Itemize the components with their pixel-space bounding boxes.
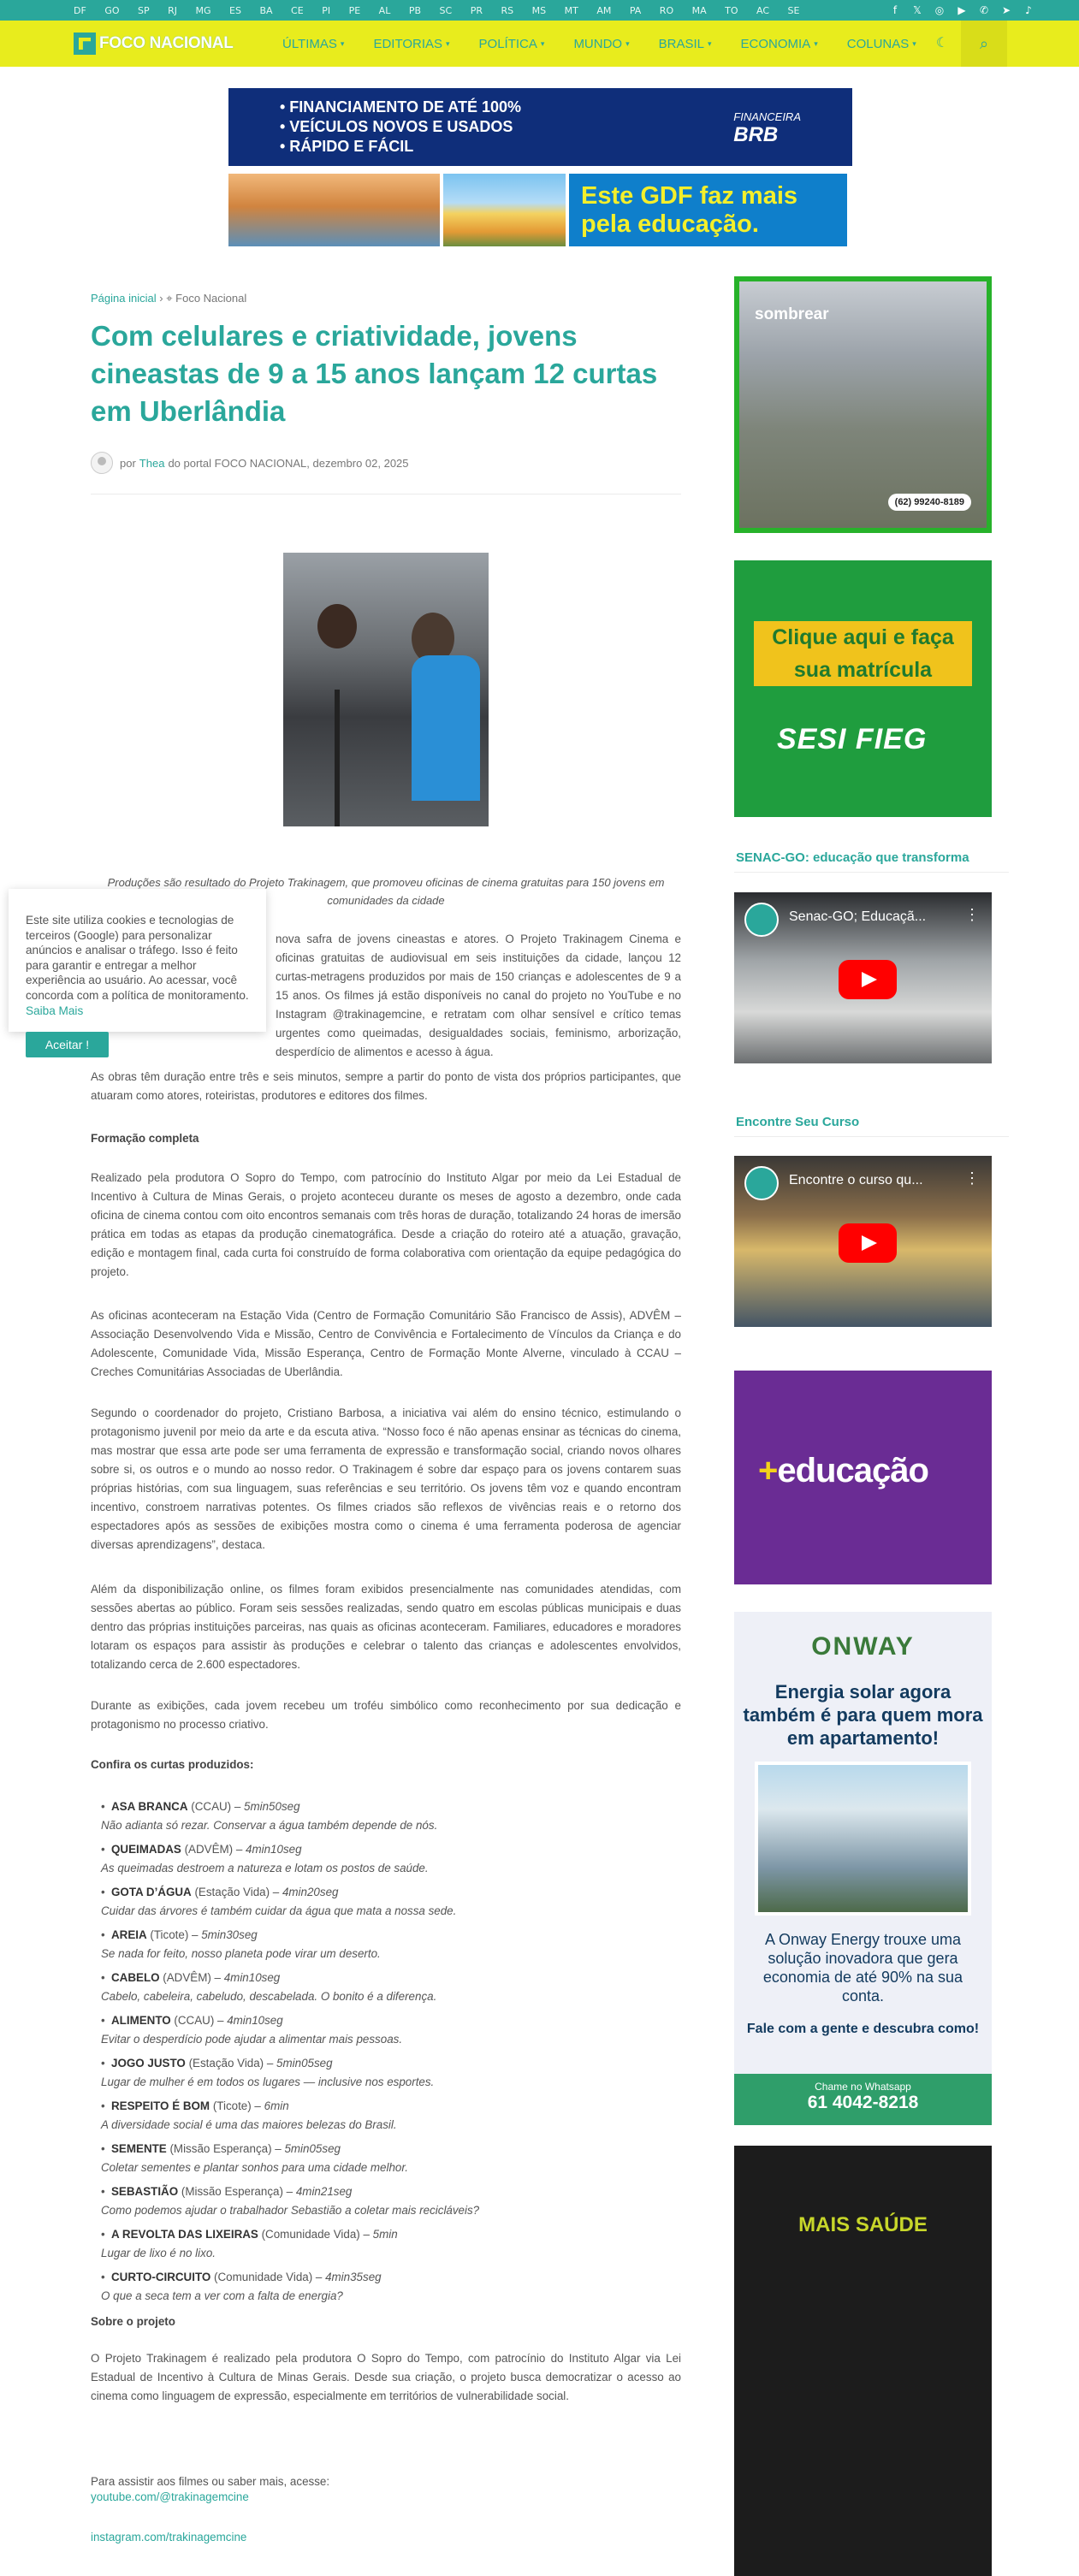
film-list-item [101, 1926, 683, 1963]
ad-onway-energy[interactable] [734, 1612, 992, 2125]
onway-building-image [755, 1762, 971, 1916]
film-institution: (Ticote) – [212, 2099, 261, 2112]
menu-item[interactable] [659, 37, 712, 51]
article-photo [283, 553, 489, 826]
state-link[interactable]: SP [138, 4, 150, 16]
film-duration: 5min30seg [201, 1928, 258, 1941]
onway-headline: Energia solar agora também é para quem mora em apartamento! [743, 1681, 983, 1749]
bullet-icon: • [101, 2014, 105, 2027]
films-list [101, 1797, 683, 2311]
film-name: GOTA D’ÁGUA [111, 1886, 192, 1898]
film-institution: (Comunidade Vida) – [214, 2271, 323, 2283]
youtube-icon[interactable]: ▶ [957, 4, 966, 16]
film-institution: (Missão Esperança) – [169, 2142, 282, 2155]
film-description: Lugar de lixo é no lixo. [101, 2247, 216, 2259]
film-description: Coletar sementes e plantar sonhos para uma cidade melhor. [101, 2161, 409, 2174]
whatsapp-icon[interactable]: ✆ [979, 4, 989, 16]
film-duration: 4min21seg [295, 2185, 353, 2198]
cookie-accept-button[interactable]: Aceitar ! [26, 1032, 109, 1057]
state-link[interactable]: PR [470, 4, 483, 16]
film-duration: 4min10seg [223, 1971, 281, 1984]
banner-photo-students [228, 174, 440, 246]
sombrear-brand: sombrear [755, 305, 829, 323]
film-name: QUEIMADAS [111, 1843, 181, 1856]
menu-item[interactable] [741, 37, 818, 51]
film-name: ALIMENTO [111, 2014, 171, 2027]
state-link[interactable]: SE [787, 4, 800, 16]
tiktok-icon[interactable]: ♪ [1025, 4, 1032, 16]
chevron-down-icon: ▾ [912, 38, 916, 48]
state-link[interactable]: SC [439, 4, 453, 16]
menu-item-label: MUNDO [573, 36, 623, 51]
menu-item[interactable] [479, 37, 545, 51]
film-institution: (Estação Vida) – [194, 1886, 280, 1898]
film-list-item [101, 2054, 683, 2092]
chevron-down-icon: ▾ [540, 38, 545, 48]
onway-whatsapp-bar [734, 2074, 992, 2125]
article-paragraph: nova safra de jovens cineastas e atores. O Projeto Trakinagem Cinema e oficinas gratuitas de audiovisual em seis instituições da cidade, lançou 12 curtas-metragens produzidos por mais de 150 crianças e adolescentes de 9 a 15 anos. Os filmes já estão disponíveis no canal do projeto no YouTube e no Instagram @trakinagemcine, e retratam com olhar sensível e crítico temas urgentes como queimadas, desigualdades sociais, feminismo, arborização, desperdício de alimentos e acesso à água. [276, 933, 681, 1058]
menu-item[interactable] [573, 37, 629, 51]
twitter-icon[interactable]: 𝕏 [913, 4, 922, 16]
chevron-down-icon: ▾ [814, 38, 818, 48]
bullet-icon: • [101, 1800, 105, 1813]
film-description: Cuidar das árvores é também cuidar da água que mata a nossa sede. [101, 1904, 457, 1917]
article-paragraph: O Projeto Trakinagem é realizado pela produtora O Sopro do Tempo, com patrocínio do Instituto Algar via Lei Estadual de Incentivo à Cultura de Minas Gerais. Desde sua criação, o projeto busca democratizar o acesso ao cinema como linguagem de expressão, especialmente em territórios de vulnerabilidade social. [91, 2352, 681, 2402]
state-link[interactable]: PA [629, 4, 642, 16]
film-duration: 5min [372, 2228, 398, 2241]
film-name: A REVOLTA DAS LIXEIRAS [111, 2228, 258, 2241]
film-name: ASA BRANCA [111, 1800, 188, 1813]
bullet-icon: • [101, 2271, 105, 2283]
onway-phone: 61 4042-8218 [807, 2093, 919, 2112]
film-description: As queimadas destroem a natureza e lotam os postos de saúde. [101, 1862, 429, 1874]
bullet-icon: • [101, 2185, 105, 2198]
search-button[interactable] [961, 21, 1007, 67]
film-name: CURTO-CIRCUITO [111, 2271, 211, 2283]
section-heading: Formação completa [91, 1132, 199, 1145]
film-name: SEMENTE [111, 2142, 167, 2155]
film-list-item [101, 2011, 683, 2049]
film-description: Evitar o desperdício pode ajudar a alimentar mais pessoas. [101, 2033, 403, 2046]
photo-tripod [335, 690, 340, 826]
film-description: Como podemos ajudar o trabalhador Sebastião a coletar mais recicláveis? [101, 2204, 480, 2217]
film-institution: (Missão Esperança) – [181, 2185, 293, 2198]
section-heading: Sobre o projeto [91, 2315, 175, 2328]
facebook-icon[interactable]: f [892, 4, 898, 16]
breadcrumb [91, 292, 246, 305]
main-nav [0, 21, 1079, 67]
bullet-icon: • [101, 1971, 105, 1984]
state-link[interactable]: PB [408, 4, 422, 16]
sidebar-widget-title: SENAC-GO: educação que transforma [736, 850, 969, 865]
state-link[interactable]: MG [195, 4, 211, 16]
article-paragraph: Além da disponibilização online, os filmes foram exibidos presencialmente nas comunidades atendidas, com sessões abertas ao público. Foram seis sessões realizadas, sendo quatro em escolas públicas municipais e duas dentro das próprias instituições parceiras, nas quais as oficinas aconteceram. Familiares, educadores e moradores lotaram os espaços para assistir às produções e celebrar o talento das crianças e adolescentes envolvidos, totalizando cerca de 2.600 espectadores. [91, 1583, 681, 1671]
bullet-icon: • [101, 2142, 105, 2155]
social-links [890, 0, 1034, 21]
film-list-item [101, 2097, 683, 2135]
menu-item-label: ÚLTIMAS [282, 36, 337, 51]
film-name: JOGO JUSTO [111, 2057, 186, 2070]
state-link[interactable]: PI [322, 4, 331, 16]
film-description: Cabelo, cabeleira, cabeludo, descabelada. O bonito é a diferença. [101, 1990, 437, 2003]
state-link[interactable]: AL [378, 4, 391, 16]
brb-banner-lines [280, 98, 521, 157]
sesi-brands: SESI FIEG [777, 723, 928, 755]
state-link[interactable]: GO [104, 4, 120, 16]
menu-item[interactable] [282, 37, 344, 51]
state-link[interactable]: RS [501, 4, 514, 16]
photo-caption: Produções são resultado do Projeto Trakinagem, que promoveu oficinas de cinema gratuitas para 150 jovens em comunidades da cidade [107, 876, 665, 907]
section-heading: Confira os curtas produzidos: [91, 1758, 254, 1771]
ad-sombrear-image [739, 281, 987, 528]
state-link[interactable]: DF [74, 4, 86, 16]
film-list-item [101, 1840, 683, 1878]
instagram-icon[interactable]: ◎ [934, 4, 945, 16]
sesi-cta: Clique aqui e faça sua matrícula [754, 621, 972, 686]
state-link[interactable]: BA [259, 4, 273, 16]
state-link[interactable]: AM [596, 4, 612, 16]
site-logo[interactable] [74, 33, 234, 55]
edu-plus: + [758, 1452, 778, 1489]
film-list-item [101, 2268, 683, 2306]
article-paragraph: Durante as exibições, cada jovem recebeu um troféu simbólico como reconhecimento por sua dedicação e protagonismo no processo criativo. [91, 1699, 681, 1731]
film-institution: (Comunidade Vida) – [261, 2228, 370, 2241]
bullet-icon: • [101, 1843, 105, 1856]
film-duration: 4min35seg [325, 2271, 382, 2283]
dark-mode-toggle-icon[interactable]: ☾ [935, 36, 949, 50]
film-duration: 6min [264, 2099, 289, 2112]
saude-text: MAIS SAÚDE [798, 2213, 928, 2236]
state-link[interactable]: RJ [168, 4, 178, 16]
state-links [74, 0, 818, 21]
edu-word: educação [777, 1452, 928, 1489]
film-duration: 4min10seg [227, 2014, 283, 2027]
edu-text [758, 1452, 928, 1490]
logo-text: FOCO NACIONAL [99, 34, 234, 52]
onway-cta: Fale com a gente e descubra como! [746, 2022, 980, 2036]
brb-brand-small: FINANCEIRA [733, 110, 801, 123]
state-link[interactable]: MA [691, 4, 707, 16]
chevron-down-icon: ▾ [625, 38, 630, 48]
brb-brand-name: BRB [733, 123, 779, 146]
film-duration: 5min50seg [244, 1800, 300, 1813]
more-options-icon[interactable]: ⋮ [964, 1170, 980, 1187]
article-paragraph: Segundo o coordenador do projeto, Cristiano Barbosa, a iniciativa vai além do ensino técnico, estimulando o protagonismo juvenil por meio da arte e da escuta ativa. “Nosso foco é não apenas ensinar as técnicas do cinema, mas mostrar que essa arte pode ser uma ferramenta de expressão e transformação social, criando novos olhares sobre si, os outros e o mundo ao nosso redor. O Trakinagem é sobre dar espaço para os jovens contarem suas próprias histórias, com sua linguagem, suas referências e seu território. Os jovens têm voz e quando encontram incentivo, constroem narrativas potentes. Os filmes criados são reflexos de vivências reais e o retorno dos espectadores após as sessões de exibições mostra como o cinema é uma ferramenta poderosa de agenciar diversas aprendizagens”, destaca. [91, 1406, 681, 1551]
video-title: Encontre o curso qu... [789, 1173, 923, 1187]
film-name: SEBASTIÃO [111, 2185, 179, 2198]
brb-line: • RÁPIDO E FÁCIL [280, 138, 414, 155]
brb-line: • FINANCIAMENTO DE ATÉ 100% [280, 98, 522, 115]
banner-photo-school [443, 174, 566, 246]
cookie-notice [9, 889, 266, 1032]
author-avatar [91, 452, 113, 474]
film-list-item [101, 1969, 683, 2006]
state-link[interactable]: RO [659, 4, 674, 16]
film-description: Se nada for feito, nosso planeta pode virar um deserto. [101, 1947, 381, 1960]
sidebar-widget-title: Encontre Seu Curso [736, 1115, 860, 1129]
film-list-item [101, 2225, 683, 2263]
ad-mais-educacao[interactable] [734, 1371, 992, 1584]
youtube-link[interactable]: youtube.com/@trakinagemcine [91, 2490, 249, 2503]
video-title: Senac-GO; Educaçã... [789, 909, 927, 924]
film-list-item [101, 2140, 683, 2177]
chevron-down-icon: ▾ [708, 38, 712, 48]
onway-brand: ONWAY [811, 1632, 915, 1661]
onway-text: A Onway Energy trouxe uma solução inovadora que gera economia de até 90% na sua conta. [762, 1931, 963, 2005]
film-institution: (CCAU) – [174, 2014, 224, 2027]
play-button-icon[interactable] [839, 960, 897, 999]
film-description: A diversidade social é uma das maiores belezas do Brasil. [101, 2118, 397, 2131]
brb-financing-banner[interactable] [228, 88, 852, 166]
film-duration: 5min05seg [276, 2057, 333, 2070]
channel-logo-icon [744, 1166, 779, 1200]
article-byline [91, 452, 409, 474]
byline-suffix: do portal FOCO NACIONAL, dezembro 02, 2025 [168, 456, 409, 470]
film-institution: (CCAU) – [191, 1800, 241, 1813]
state-link[interactable]: TO [725, 4, 738, 16]
film-institution: (ADVÊM) – [163, 1971, 221, 1984]
bullet-icon: • [101, 1886, 105, 1898]
main-menu [282, 21, 946, 67]
cookie-more-link[interactable]: Saiba Mais [26, 1004, 84, 1017]
film-institution: (Estação Vida) – [188, 2057, 274, 2070]
breadcrumb-separator: › [159, 292, 163, 305]
logo-mark-icon [74, 33, 96, 55]
ad-mais-saude[interactable] [734, 2146, 992, 2576]
video-embed-senac[interactable] [734, 892, 992, 1063]
state-link[interactable]: CE [291, 4, 304, 16]
play-button-icon[interactable] [839, 1223, 897, 1263]
chevron-down-icon: ▾ [446, 38, 450, 48]
telegram-icon[interactable]: ➤ [1001, 4, 1011, 16]
video-embed-curso[interactable] [734, 1156, 992, 1327]
ad-sombrear[interactable] [734, 276, 992, 533]
menu-item-label: POLÍTICA [478, 36, 537, 51]
article-title: Com celulares e criatividade, jovens cineastas de 9 a 15 anos lançam 12 curtas em Uberlândia [91, 320, 658, 427]
divider [734, 1136, 1009, 1137]
brb-line: • VEÍCULOS NOVOS E USADOS [280, 118, 513, 135]
film-description: Lugar de mulher é em todos os lugares — inclusive nos esportes. [101, 2076, 435, 2088]
gdf-banner-text: Este GDF faz mais pela educação. [569, 174, 847, 246]
film-name: CABELO [111, 1971, 160, 1984]
sombrear-phone: (62) 99240-8189 [888, 494, 971, 511]
breadcrumb-tag-icon: ⌖ [166, 292, 173, 305]
film-description: O que a seca tem a ver com a falta de energia? [101, 2289, 343, 2302]
photo-person [317, 604, 357, 648]
menu-item[interactable] [847, 37, 916, 51]
article-paragraph: Para assistir aos filmes ou saber mais, acesse: [91, 2475, 330, 2488]
film-list-item [101, 1797, 683, 1835]
film-institution: (ADVÊM) – [184, 1843, 243, 1856]
brb-brand [733, 110, 801, 147]
film-description: Não adianta só rezar. Conservar a água também depende de nós. [101, 1819, 438, 1832]
bullet-icon: • [101, 1928, 105, 1941]
search-icon: ⌕ [979, 34, 989, 52]
more-options-icon[interactable]: ⋮ [964, 906, 980, 923]
film-name: AREIA [111, 1928, 147, 1941]
bullet-icon: • [101, 2228, 105, 2241]
state-link[interactable]: MT [564, 4, 578, 16]
state-link[interactable]: ES [229, 4, 241, 16]
menu-item-label: BRASIL [658, 36, 704, 51]
breadcrumb-current: Foco Nacional [175, 292, 247, 305]
chevron-down-icon: ▾ [340, 38, 345, 48]
menu-item-label: EDITORIAS [373, 36, 443, 51]
cookie-text: Este site utiliza cookies e tecnologias de terceiros (Google) para personalizar anúncios e analisar o tráfego. Isso é feito para garantir e entregar a melhor experiência ao usuário. Ao acessar, você concorda com a política de monitoramento. [26, 914, 249, 1002]
film-list-item [101, 2182, 683, 2220]
breadcrumb-home-link[interactable]: Página inicial [91, 292, 157, 305]
onway-foot-label: Chame no Whatsapp [815, 2081, 911, 2093]
instagram-link[interactable]: instagram.com/trakinagemcine [91, 2531, 247, 2543]
film-duration: 5min05seg [284, 2142, 341, 2155]
article-paragraph: Realizado pela produtora O Sopro do Tempo, com patrocínio do Instituto Algar por meio da Lei Estadual de Incentivo à Cultura de Minas Gerais, o projeto aconteceu durante os meses de agosto a dezembro, onde cada oficina de cinema contou com oito encontros semanais com três horas de duração, totalizando 24 horas de imersão prática em todas as etapas da produção cinematográfica. Desde a criação do roteiro até a atuação, gravação, edição e montagem final, cada curta foi construído de forma colaborativa com orientação da equipe pedagógica do projeto. [91, 1171, 681, 1278]
byline-prefix: por [120, 456, 136, 470]
menu-item-label: COLUNAS [846, 36, 910, 51]
author-link[interactable]: Thea [139, 456, 165, 470]
film-duration: 4min10seg [246, 1843, 302, 1856]
bullet-icon: • [101, 2057, 105, 2070]
article-paragraph: As oficinas aconteceram na Estação Vida (Centro de Formação Comunitário São Francisco de Assis), ADVÊM – Associação Desenvolvendo Vida e Missão, Centro de Convivência e Fortalecimento de Vínculos da Criança e do Adolescente, Comunidade Vida, Missão Esperança, Centro de Formação Monte Alverne, vinculado à CCAU – Creches Comunitárias Associadas de Uberlândia. [91, 1309, 681, 1378]
bullet-icon: • [101, 2099, 105, 2112]
gdf-education-banner[interactable] [228, 174, 847, 246]
state-link[interactable]: MS [531, 4, 547, 16]
menu-item[interactable] [373, 37, 449, 51]
film-institution: (Ticote) – [150, 1928, 199, 1941]
film-list-item [101, 1883, 683, 1921]
photo-person [412, 655, 480, 801]
ad-sesi-fieg[interactable] [734, 560, 992, 817]
divider [734, 872, 1009, 873]
article-paragraph: As obras têm duração entre três e seis minutos, sempre a partir do ponto de vista dos próprios participantes, que atuaram como atores, roteiristas, produtores e editores dos filmes. [91, 1070, 681, 1102]
state-link[interactable]: PE [348, 4, 361, 16]
film-name: RESPEITO É BOM [111, 2099, 210, 2112]
state-link[interactable]: AC [756, 4, 770, 16]
channel-logo-icon [744, 903, 779, 937]
menu-item-label: ECONOMIA [740, 36, 811, 51]
film-duration: 4min20seg [282, 1886, 339, 1898]
top-state-bar [0, 0, 1079, 21]
